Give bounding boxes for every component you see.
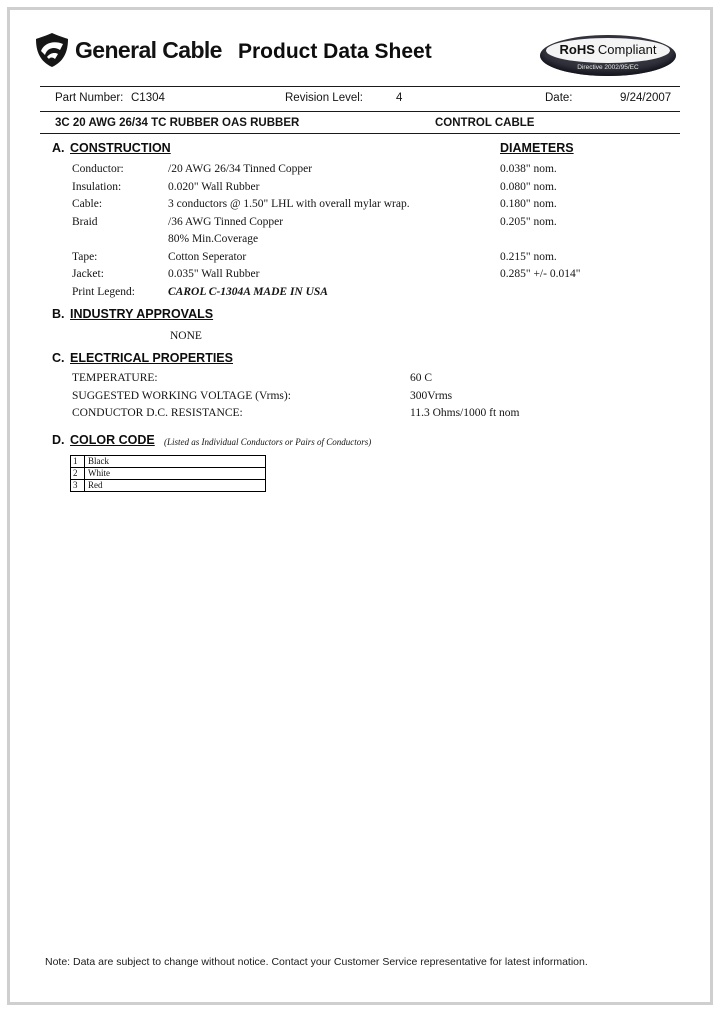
electrical-row bbox=[0, 407, 720, 425]
date-value: 9/24/2007 bbox=[620, 92, 672, 104]
print-legend-value: CAROL C-1304A MADE IN USA bbox=[168, 285, 328, 298]
color-number: 2 bbox=[71, 468, 85, 480]
approvals-title: INDUSTRY APPROVALS bbox=[70, 307, 214, 321]
construction-value: 3 conductors @ 1.50" LHL with overall mylar wrap. bbox=[168, 198, 410, 210]
date-label: Date: bbox=[545, 92, 573, 104]
revision-value: 4 bbox=[396, 92, 403, 104]
construction-diameter: 0.080" nom. bbox=[500, 180, 557, 193]
color-row bbox=[71, 456, 266, 468]
electrical-label: CONDUCTOR D.C. RESISTANCE: bbox=[72, 407, 243, 419]
section-c-letter: C. bbox=[52, 351, 65, 365]
section-a-heading bbox=[0, 141, 720, 157]
construction-value: 80% Min.Coverage bbox=[168, 233, 259, 245]
product-description: 3C 20 AWG 26/34 TC RUBBER OAS RUBBER bbox=[55, 117, 300, 129]
rohs-title-bold: RoHS bbox=[559, 42, 595, 57]
construction-label: Braid bbox=[72, 215, 98, 228]
construction-row bbox=[0, 163, 720, 181]
product-category: CONTROL CABLE bbox=[435, 117, 535, 129]
section-a-letter: A. bbox=[52, 141, 65, 155]
electrical-label: SUGGESTED WORKING VOLTAGE (Vrms): bbox=[72, 389, 291, 402]
page-title: Product Data Sheet bbox=[238, 40, 432, 63]
product-row bbox=[0, 117, 720, 132]
construction-diameter: 0.038" nom. bbox=[500, 163, 557, 175]
construction-label: Conductor: bbox=[72, 163, 124, 175]
construction-label: Insulation: bbox=[72, 180, 122, 193]
meta-row bbox=[0, 92, 720, 108]
construction-row bbox=[0, 251, 720, 269]
electrical-label: TEMPERATURE: bbox=[72, 372, 158, 384]
electrical-title: ELECTRICAL PROPERTIES bbox=[70, 351, 233, 365]
color-code-note: (Listed as Individual Conductors or Pairs of Conductors) bbox=[164, 437, 372, 447]
construction-label: Cable: bbox=[72, 198, 103, 210]
rohs-badge bbox=[540, 35, 676, 76]
section-b-heading bbox=[0, 307, 720, 323]
color-name: Red bbox=[85, 480, 266, 492]
electrical-row bbox=[0, 390, 720, 408]
revision-label: Revision Level: bbox=[285, 92, 363, 104]
brand-name: General Cable bbox=[75, 36, 222, 63]
construction-value: 0.020" Wall Rubber bbox=[168, 180, 260, 193]
construction-row bbox=[0, 233, 720, 251]
color-row bbox=[71, 468, 266, 480]
construction-row bbox=[0, 268, 720, 286]
part-number-label: Part Number: bbox=[55, 92, 124, 104]
logo-shield-icon bbox=[34, 32, 70, 68]
divider-meta bbox=[40, 111, 680, 112]
rohs-directive: Directive 2002/95/EC bbox=[577, 64, 639, 71]
color-row bbox=[71, 480, 266, 492]
electrical-value: 11.3 Ohms/1000 ft nom bbox=[410, 407, 520, 419]
color-name: Black bbox=[85, 456, 266, 468]
construction-row bbox=[0, 198, 720, 216]
section-c-heading bbox=[0, 351, 720, 367]
construction-value: Cotton Seperator bbox=[168, 250, 247, 263]
construction-value: 0.035" Wall Rubber bbox=[168, 268, 260, 280]
general-cable-logo bbox=[34, 32, 222, 68]
electrical-value: 60 C bbox=[410, 372, 433, 384]
construction-row bbox=[0, 181, 720, 199]
color-name: White bbox=[85, 468, 266, 480]
color-number: 3 bbox=[71, 480, 85, 492]
electrical-row bbox=[0, 372, 720, 390]
divider-header bbox=[40, 86, 680, 87]
construction-label: Tape: bbox=[72, 250, 98, 263]
electrical-rows bbox=[0, 372, 720, 425]
construction-rows bbox=[0, 163, 720, 303]
construction-row bbox=[0, 286, 720, 304]
construction-diameter: 0.285" +/- 0.014" bbox=[500, 268, 581, 280]
diameters-title: DIAMETERS bbox=[500, 141, 574, 155]
rohs-title-rest: Compliant bbox=[597, 42, 657, 57]
footer-note: Note: Data are subject to change without notice. Contact your Customer Service representative for latest information. bbox=[45, 956, 588, 968]
rohs-title bbox=[540, 42, 676, 57]
construction-value: /20 AWG 26/34 Tinned Copper bbox=[168, 163, 313, 175]
construction-title: CONSTRUCTION bbox=[70, 141, 171, 155]
approvals-value: NONE bbox=[170, 330, 202, 342]
electrical-value: 300Vrms bbox=[410, 389, 453, 402]
construction-diameter: 0.205" nom. bbox=[500, 215, 557, 228]
construction-value: /36 AWG Tinned Copper bbox=[168, 215, 284, 228]
color-number: 1 bbox=[71, 456, 85, 468]
construction-label: Print Legend: bbox=[72, 285, 135, 298]
part-number-value: C1304 bbox=[131, 92, 165, 104]
section-d-letter: D. bbox=[52, 433, 65, 447]
section-b-letter: B. bbox=[52, 307, 65, 321]
color-code-title: COLOR CODE bbox=[70, 433, 155, 447]
color-code-table bbox=[70, 455, 266, 492]
construction-diameter: 0.215" nom. bbox=[500, 250, 557, 263]
construction-row bbox=[0, 216, 720, 234]
construction-diameter: 0.180" nom. bbox=[500, 198, 557, 210]
construction-label: Jacket: bbox=[72, 268, 104, 280]
divider-product bbox=[40, 133, 680, 134]
